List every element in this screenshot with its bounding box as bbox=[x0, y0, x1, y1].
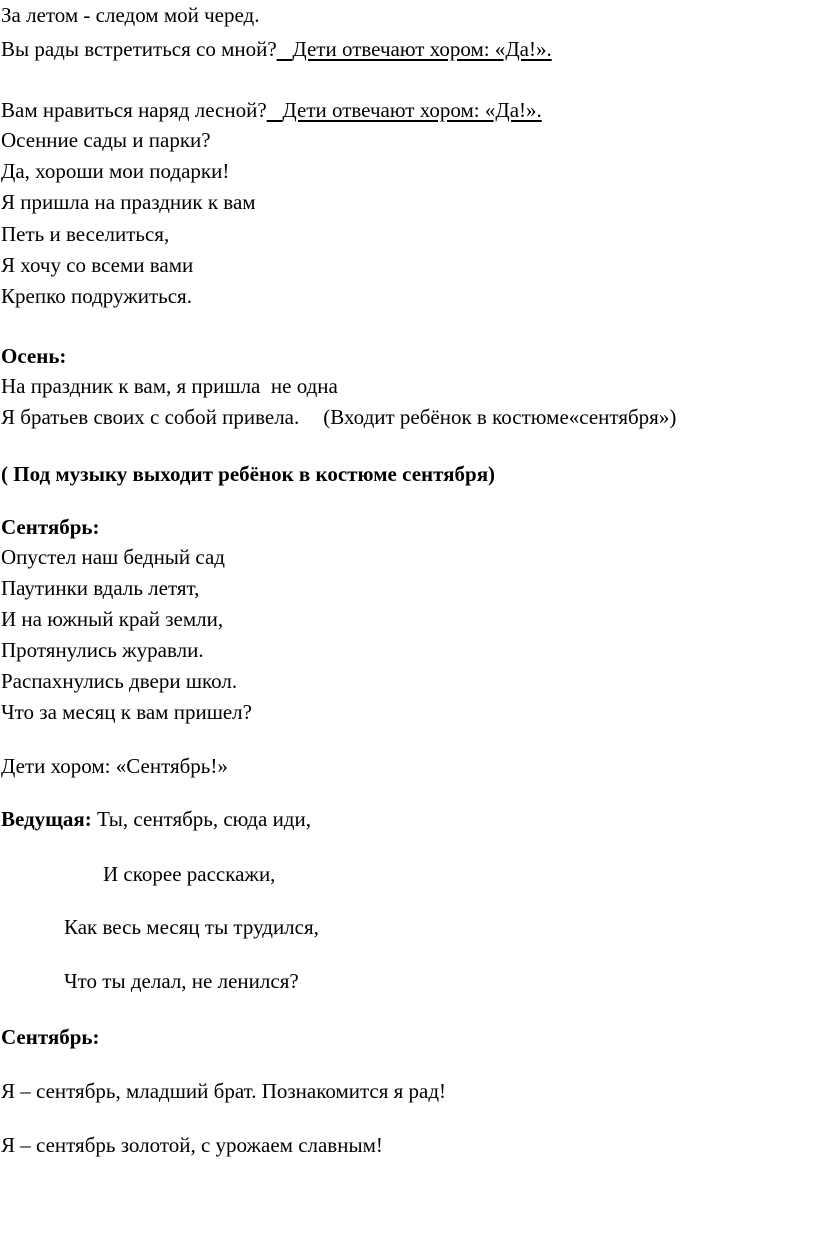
vedushchaya-line-1 bbox=[1, 806, 311, 832]
intro-line-7: Петь и веселиться, bbox=[1, 222, 170, 246]
speaker-osen: Осень: bbox=[1, 344, 67, 368]
vedushchaya-line-2: И скорее расскажи, bbox=[103, 862, 276, 886]
vedushchaya-line-3: Как весь месяц ты трудился, bbox=[64, 915, 319, 939]
sentyabr-line-2: Паутинки вдаль летят, bbox=[1, 576, 200, 600]
children-reply-2 bbox=[267, 98, 542, 122]
children-answer: Дети хором: «Сентябрь!» bbox=[1, 754, 228, 778]
intro-line-6: Я пришла на праздник к вам bbox=[1, 190, 256, 214]
vedushchaya-line-4: Что ты делал, не ленился? bbox=[64, 969, 299, 993]
sentyabr-line-6: Что за месяц к вам пришел? bbox=[1, 700, 252, 724]
vedushchaya-line-1-text: Ты, сентябрь, сюда иди, bbox=[91, 807, 311, 831]
osen-line-1: На праздник к вам, я пришла не одна bbox=[1, 374, 338, 398]
speaker-sentyabr-2: Сентябрь: bbox=[1, 1025, 100, 1049]
osen-line-2 bbox=[1, 404, 676, 430]
children-reply-2-text: Дети отвечают хором: «Да!». bbox=[282, 98, 542, 122]
intro-line-5: Да, хороши мои подарки! bbox=[1, 159, 230, 183]
children-reply-1-text: Дети отвечают хором: «Да!». bbox=[292, 37, 552, 61]
osen-stage-note: (Входит ребёнок в костюме«сентября») bbox=[323, 405, 677, 429]
sentyabr2-line-1: Я – сентябрь, младший брат. Познакомится я рад! bbox=[1, 1079, 447, 1103]
intro-line-1: За летом - следом мой черед. bbox=[1, 3, 260, 27]
sentyabr-line-1: Опустел наш бедный сад bbox=[1, 545, 225, 569]
stage-direction: ( Под музыку выходит ребёнок в костюме сентября) bbox=[1, 462, 496, 486]
intro-line-9: Крепко подружиться. bbox=[1, 284, 192, 308]
intro-question-1: Вы рады встретиться со мной? bbox=[1, 37, 277, 61]
sentyabr-line-3: И на южный край земли, bbox=[1, 607, 224, 631]
osen-line-2-text: Я братьев своих с собой привела. bbox=[1, 405, 300, 429]
intro-line-3 bbox=[1, 97, 542, 123]
sentyabr2-line-2: Я – сентябрь золотой, с урожаем славным! bbox=[1, 1133, 383, 1157]
sentyabr-line-5: Распахнулись двери школ. bbox=[1, 669, 238, 693]
intro-line-4: Осенние сады и парки? bbox=[1, 128, 211, 152]
speaker-sentyabr-1: Сентябрь: bbox=[1, 515, 100, 539]
intro-line-8: Я хочу со всеми вами bbox=[1, 253, 194, 277]
children-reply-1 bbox=[277, 37, 552, 61]
sentyabr-line-4: Протянулись журавли. bbox=[1, 638, 204, 662]
intro-question-2: Вам нравиться наряд лесной? bbox=[1, 98, 267, 122]
intro-line-2 bbox=[1, 36, 552, 62]
speaker-vedushchaya: Ведущая: bbox=[1, 807, 92, 831]
